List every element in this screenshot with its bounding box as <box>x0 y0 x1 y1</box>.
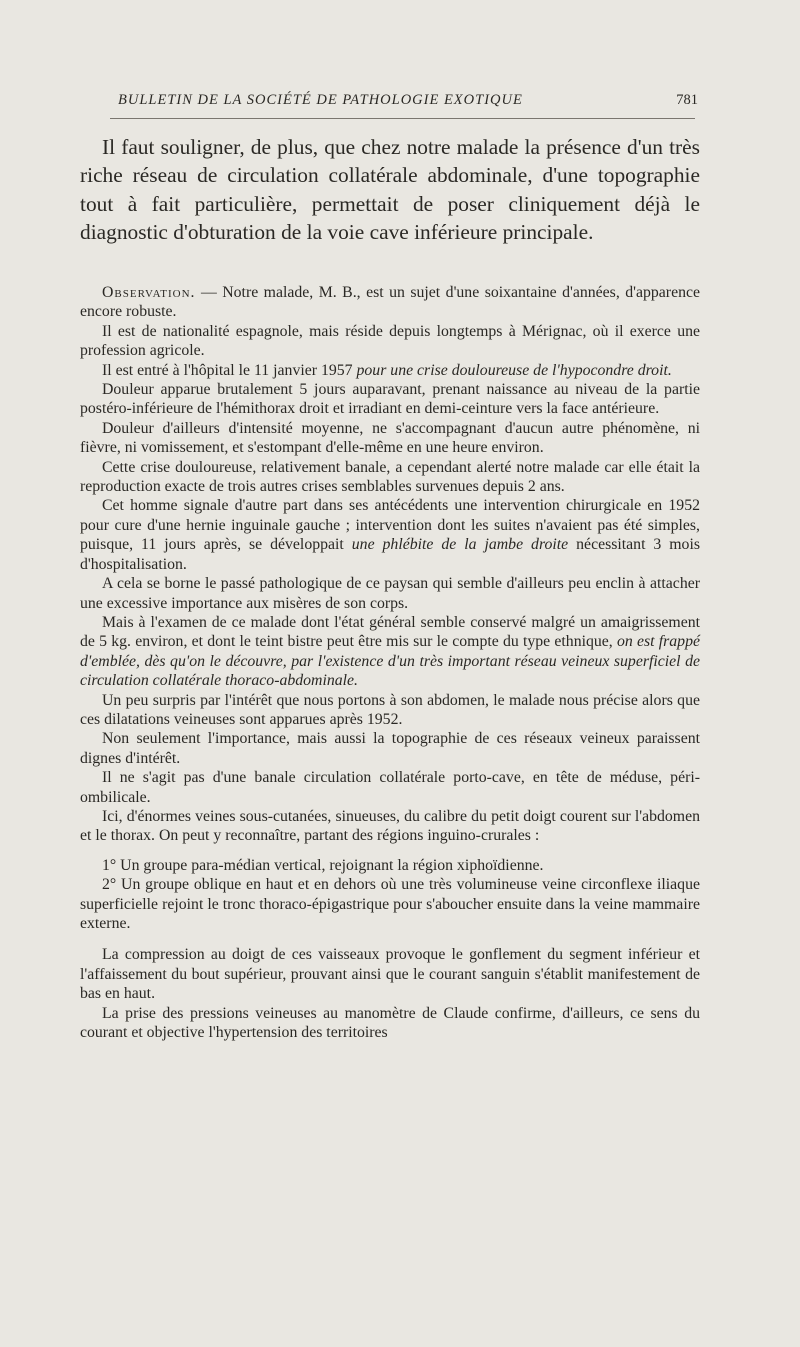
history-text-1: Cet homme signale d'autre part dans ses antécédents une intervention chirurgicale en 1952 pour cure d'une hernie inguinale gauche ; intervention dont les suites n'avaient pas été simples, puisque, 11 jours après, se développait <box>80 497 700 554</box>
journal-title: BULLETIN DE LA SOCIÉTÉ DE PATHOLOGIE EXOTIQUE <box>118 92 523 108</box>
exam-paragraph <box>80 613 700 691</box>
observation-paragraph <box>80 283 700 322</box>
lead-paragraph-block <box>80 133 700 247</box>
list-item-1: 1° Un groupe para-médian vertical, rejoignant la région xiphoïdienne. <box>102 856 544 874</box>
history-text-2: nécessitant 3 mois d'hospitalisation. <box>80 536 700 573</box>
compression-paragraph: La compression au doigt de ces vaisseaux provoque le gonflement du segment inférieur et l'affaissement du bout supérieur, prouvant ainsi que le courant sanguin s'établit manifestement de bas en haut. <box>80 946 700 1003</box>
crisis-paragraph: Cette crise douloureuse, relativement banale, a cependant alerté notre malade car elle était la reproduction exacte de trois autres crises semblables survenues depuis 2 ans. <box>80 458 700 496</box>
importance-paragraph: Non seulement l'importance, mais aussi la topographie de ces réseaux veineux paraissent dignes d'intérêt. <box>80 730 700 767</box>
pain-paragraph-2: Douleur d'ailleurs d'intensité moyenne, ne s'accompagnant d'aucun autre phénomène, ni fièvre, ni vomissement, et s'estompant d'elle-même en une heure environ. <box>80 419 700 457</box>
banal-paragraph: Il ne s'agit pas d'une banale circulation collatérale porto-cave, en tête de méduse, péri-ombilicale. <box>80 769 700 806</box>
veins-paragraph: Ici, d'énormes veines sous-cutanées, sinueuses, du calibre du petit doigt courent sur l'abdomen et le thorax. On peut y reconnaître, partant des régions inguino-crurales : <box>80 807 700 845</box>
observation-text: — Notre malade, M. B., est un sujet d'une soixantaine d'années, d'apparence encore robuste. <box>80 284 700 321</box>
lead-paragraph: Il faut souligner, de plus, que chez notre malade la présence d'un très riche réseau de circulation collatérale abdominale, d'une topographie tout à fait particulière, permettait de poser cliniquement déjà le diagnostic d'obturation de la voie cave inférieure principale. <box>80 135 700 245</box>
history-paragraph <box>80 496 700 574</box>
admission-paragraph <box>80 361 700 380</box>
exam-italic: on est frappé d'emblée, dès qu'on le découvre, par l'existence d'un très important réseau veineux superficiel de circulation collatérale thoraco-abdominale. <box>80 633 700 690</box>
past-paragraph: A cela se borne le passé pathologique de ce paysan qui semble d'ailleurs peu enclin à attacher une excessive importance aux misères de son corps. <box>80 575 700 612</box>
nationality-paragraph: Il est de nationalité espagnole, mais réside depuis longtemps à Mérignac, où il exerce une profession agricole. <box>80 322 700 360</box>
admission-italic: pour une crise douloureuse de l'hypocondre droit. <box>356 361 672 379</box>
list-item-2: 2° Un groupe oblique en haut et en dehors où une très volumineuse veine circonflexe iliaque superficielle rejoint le tronc thoraco-épigastrique pour s'aboucher ensuite dans la veine mammaire externe. <box>80 876 700 932</box>
exam-text: Mais à l'examen de ce malade dont l'état général semble conservé malgré un amaigrissement de 5 kg. environ, et dont le teint bistre peut être mis sur le compte du type ethnique, <box>80 613 700 651</box>
observation-label: Observation. <box>102 284 196 301</box>
admission-text: Il est entré à l'hôpital le 11 janvier 1957 <box>102 361 357 379</box>
page-number: 781 <box>676 92 698 108</box>
pain-paragraph-1: Douleur apparue brutalement 5 jours auparavant, prenant naissance au niveau de la partie postéro-inférieure de l'hémithorax droit et irradiant en demi-ceinture vers la face antérieure. <box>80 381 700 418</box>
pressure-paragraph: La prise des pressions veineuses au manomètre de Claude confirme, d'ailleurs, ce sens du courant et objective l'hypertension des territoires <box>80 1004 700 1042</box>
observation-body <box>80 283 700 1042</box>
surprise-paragraph: Un peu surpris par l'intérêt que nous portons à son abdomen, le malade nous précise alors que ces dilatations veineuses sont apparues après 1952. <box>80 691 700 728</box>
history-italic: une phlébite de la jambe droite <box>351 536 569 554</box>
header-rule <box>110 118 695 119</box>
